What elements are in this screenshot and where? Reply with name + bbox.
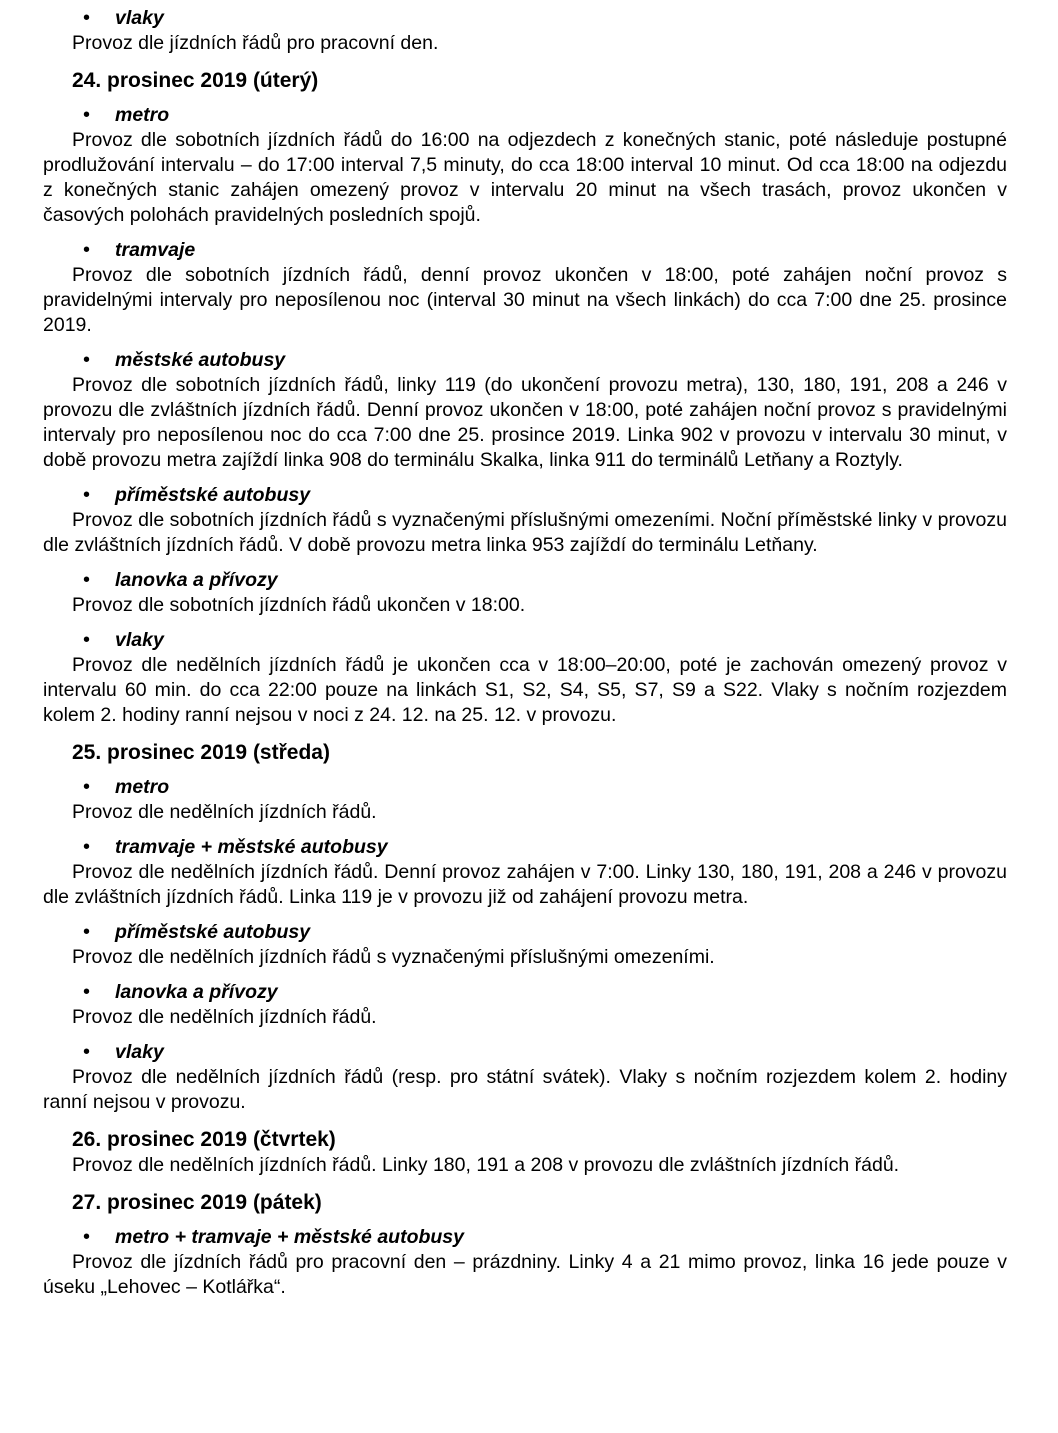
service-description: Provoz dle sobotních jízdních řádů do 16:00 na odjezdech z konečných stanic, poté následuje postupné prodlužování intervalu – do 17:00 interval 7,5 minuty, do cca 18:00 interval 10 minut. Od cca 18:00 na odjezdu z konečných stanic zahájen omezený provoz v intervalu 20 minut na všech trasách, provoz ukončen v časových polohách pravidelných posledních spojů. <box>43 129 1007 226</box>
bullet-icon: • <box>83 776 91 798</box>
service-heading <box>43 774 1007 800</box>
service-section <box>43 347 1007 473</box>
service-section <box>43 5 1007 56</box>
service-heading <box>43 1224 1007 1250</box>
service-heading <box>43 1039 1007 1065</box>
date-heading: 26. prosinec 2019 (čtvrtek) <box>72 1128 336 1151</box>
service-heading <box>43 237 1007 263</box>
service-title: metro <box>115 104 170 126</box>
service-title: příměstské autobusy <box>115 921 311 943</box>
document-content <box>43 5 1007 1309</box>
service-section <box>43 1224 1007 1300</box>
service-section <box>43 627 1007 728</box>
paragraph: Provoz dle nedělních jízdních řádů. Linky 180, 191 a 208 v provozu dle zvláštních jízdních řádů. <box>72 1154 900 1176</box>
bullet-icon: • <box>83 7 91 29</box>
bullet-icon: • <box>83 484 91 506</box>
service-title: lanovka a přívozy <box>115 569 278 591</box>
date-heading: 24. prosinec 2019 (úterý) <box>72 69 319 92</box>
service-heading <box>43 627 1007 653</box>
date-heading: 25. prosinec 2019 (středa) <box>72 741 330 764</box>
service-description: Provoz dle nedělních jízdních řádů s vyznačenými příslušnými omezeními. <box>72 946 715 968</box>
service-section <box>43 102 1007 228</box>
service-section <box>43 567 1007 618</box>
service-heading <box>43 5 1007 31</box>
service-section <box>43 774 1007 825</box>
bullet-icon: • <box>83 569 91 591</box>
service-section <box>43 919 1007 970</box>
service-section <box>43 834 1007 910</box>
bullet-icon: • <box>83 1041 91 1063</box>
service-title: metro <box>115 776 170 798</box>
bullet-icon: • <box>83 104 91 126</box>
service-title: tramvaje + městské autobusy <box>115 836 388 858</box>
bullet-icon: • <box>83 1226 91 1248</box>
service-heading <box>43 919 1007 945</box>
bullet-icon: • <box>83 629 91 651</box>
service-heading <box>43 567 1007 593</box>
service-description: Provoz dle nedělních jízdních řádů. Denní provoz zahájen v 7:00. Linky 130, 180, 191, 208 a 246 v provozu dle zvláštních jízdních řádů. Linka 119 je v provozu již od zahájení provozu metra. <box>43 861 1007 908</box>
service-title: metro + tramvaje + městské autobusy <box>115 1226 464 1248</box>
bullet-icon: • <box>83 349 91 371</box>
service-description: Provoz dle sobotních jízdních řádů, denní provoz ukončen v 18:00, poté zahájen noční provoz s pravidelnými intervaly pro neposílenou noc (interval 30 minut na všech linkách) do cca 7:00 dne 25. prosince 2019. <box>43 264 1007 336</box>
service-section <box>43 482 1007 558</box>
service-heading <box>43 979 1007 1005</box>
bullet-icon: • <box>83 239 91 261</box>
service-heading <box>43 347 1007 373</box>
service-description: Provoz dle sobotních jízdních řádů s vyznačenými příslušnými omezeními. Noční příměstské linky v provozu dle zvláštních jízdních řádů. V době provozu metra linka 953 zajíždí do terminálu Letňany. <box>43 509 1007 556</box>
service-description: Provoz dle nedělních jízdních řádů (resp. pro státní svátek). Vlaky s nočním rozjezdem kolem 2. hodiny ranní nejsou v provozu. <box>43 1066 1007 1113</box>
service-title: vlaky <box>115 1041 164 1063</box>
service-section <box>43 979 1007 1030</box>
service-description: Provoz dle sobotních jízdních řádů, linky 119 (do ukončení provozu metra), 130, 180, 191, 208 a 246 v provozu dle zvláštních jízdních řádů. Denní provoz ukončen v 18:00, poté zahájen noční provoz s pravidelnými intervaly pro neposílenou noc do cca 7:00 dne 25. prosince 2019. Linka 902 v provozu v intervalu 30 minut, v době provozu metra zajíždí linka 908 do terminálu Skalka, linka 911 do terminálů Letňany a Roztyly. <box>43 374 1007 471</box>
date-description <box>43 1153 1007 1178</box>
service-section <box>43 237 1007 338</box>
bullet-icon: • <box>83 836 91 858</box>
service-description: Provoz dle sobotních jízdních řádů ukončen v 18:00. <box>72 594 526 616</box>
service-description: Provoz dle nedělních jízdních řádů. <box>72 1006 377 1028</box>
bullet-icon: • <box>83 981 91 1003</box>
service-heading <box>43 102 1007 128</box>
service-title: příměstské autobusy <box>115 484 311 506</box>
service-section <box>43 1039 1007 1115</box>
service-title: vlaky <box>115 629 164 651</box>
service-title: městské autobusy <box>115 349 286 371</box>
service-title: tramvaje <box>115 239 196 261</box>
service-description: Provoz dle nedělních jízdních řádů je ukončen cca v 18:00–20:00, poté je zachován omezený provoz v intervalu 60 min. do cca 22:00 pouze na linkách S1, S2, S4, S5, S7, S9 a S22. Vlaky s nočním rozjezdem kolem 2. hodiny ranní nejsou v noci z 24. 12. na 25. 12. v provozu. <box>43 654 1007 726</box>
service-title: vlaky <box>115 7 164 29</box>
service-heading <box>43 834 1007 860</box>
service-description: Provoz dle nedělních jízdních řádů. <box>72 801 377 823</box>
bullet-icon: • <box>83 921 91 943</box>
service-description: Provoz dle jízdních řádů pro pracovní den – prázdniny. Linky 4 a 21 mimo provoz, linka 16 jede pouze v úseku „Lehovec – Kotlářka“. <box>43 1251 1007 1298</box>
service-heading <box>43 482 1007 508</box>
service-title: lanovka a přívozy <box>115 981 278 1003</box>
date-heading: 27. prosinec 2019 (pátek) <box>72 1191 322 1214</box>
service-description: Provoz dle jízdních řádů pro pracovní den. <box>72 32 439 54</box>
